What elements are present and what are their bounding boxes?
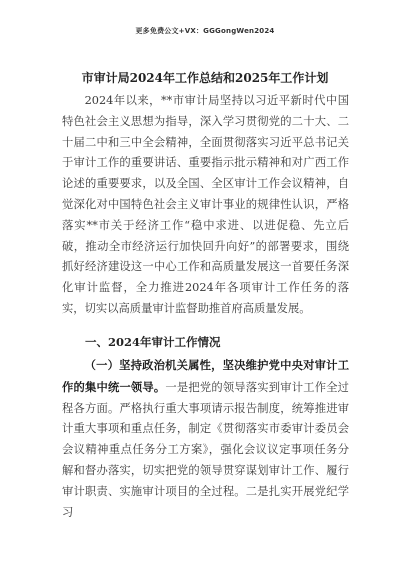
point-1-lead: （一）坚持政治机关属性，坚决维护党中央对审计工作的集中统一领导。 <box>62 358 349 394</box>
intro-paragraph: 2024年以来，**市审计局坚持以习近平新时代中国特色社会主义思想为指导，深入学习贯彻党的二十大、二十届二中和三中全会精神，全面贯彻落实习近平总书记关于审计工作的重要讲话、重要指示批示精神和对广西工作论述的重要要求，以及全国、全区审计工作会议精神，自觉深化对中国特色社会主义审计事业的规律性认识，严格落实**市关于经济工作“稳中求进、以进促稳、先立后破，推动全市经济运行加快回升向好”的部署要求，围绕抓好经济建设这一中心工作和高质量发展这一首要任务深化审计监督，全力推进2024年各项审计工作任务的落实，切实以高质量审计监督助推首府高质量发展。 <box>62 94 349 315</box>
document-title: 市审计局2024年工作总结和2025年工作计划 <box>81 71 329 85</box>
point-1-paragraph <box>62 355 349 523</box>
header-ad-text: 更多免费公文+VX：GGGongWen2024 <box>135 27 275 35</box>
section-heading: 一、2024年审计工作情况 <box>85 335 221 349</box>
point-1-body: 一是把党的领导落实到审计工作全过程各方面。严格执行重大事项请示报告制度，统筹推进审计重大事项和重点任务，制定《贯彻落实市委审计委员会会议精神重点任务分工方案》，强化会议议定事项任务分解和督办落实，切实把党的领导贯穿谋划审计工作、履行审计职责、实施审计项目的全过程。二是扎实开展党纪学习 <box>62 380 349 519</box>
